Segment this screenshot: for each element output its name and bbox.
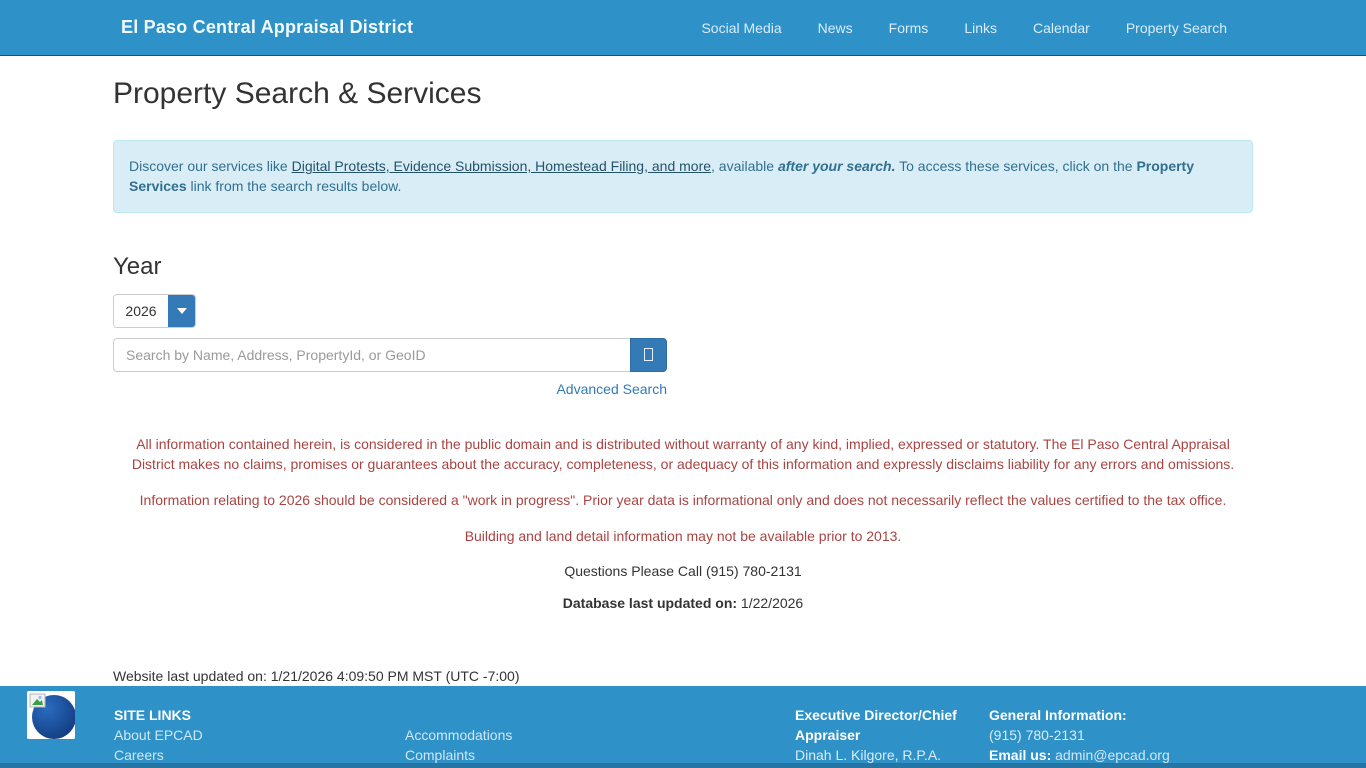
year-heading: Year [113, 252, 162, 280]
alert-mid-text: , available [711, 158, 778, 174]
alert-mid2-text: To access these services, click on the [895, 158, 1137, 174]
footer-site-links-column [114, 705, 203, 765]
nav-item-property-search[interactable]: Property Search [1125, 19, 1227, 36]
page-title: Property Search & Services [113, 77, 482, 110]
services-info-alert [113, 140, 1253, 213]
search-bar [113, 338, 667, 372]
alert-intro-text: Discover our services like [129, 158, 292, 174]
alert-bold-text: Property Services [129, 158, 1195, 195]
advanced-search-row [113, 381, 667, 397]
property-search-input[interactable] [113, 338, 630, 372]
footer-email-label: Email us: [989, 747, 1056, 763]
epcad-logo-graphic [27, 691, 75, 739]
nav-item-social-media[interactable]: Social Media [701, 19, 782, 36]
footer-director-column [795, 705, 967, 765]
search-icon [644, 348, 653, 361]
advanced-search-link[interactable]: Advanced Search [556, 380, 667, 397]
footer-link-about-epcad[interactable]: About EPCAD [114, 727, 203, 743]
footer [0, 686, 1366, 768]
footer-bottom-strip [0, 763, 1366, 768]
main-content [113, 77, 1253, 611]
disclaimer-work-in-progress: Information relating to 2026 should be considered a "work in progress". Prior year data is informational only and does not necessarily reflect the values certified to the tax office. [139, 492, 1227, 509]
disclaimer-prior-2013: Building and land detail information may not be available prior to 2013. [464, 528, 902, 545]
footer-director-name: Dinah L. Kilgore, R.P.A. [795, 747, 942, 763]
year-dropdown-button[interactable] [168, 295, 195, 327]
database-updated-value: 1/22/2026 [737, 594, 804, 611]
year-dropdown-value: 2026 [114, 295, 168, 327]
navbar-brand[interactable]: El Paso Central Appraisal District [121, 17, 414, 37]
year-dropdown[interactable] [113, 294, 196, 328]
footer-link-complaints[interactable]: Complaints [405, 747, 476, 763]
chevron-down-icon [177, 308, 187, 314]
nav-item-calendar[interactable]: Calendar [1033, 19, 1090, 36]
footer-phone: (915) 780-2131 [989, 727, 1085, 743]
footer-general-info-title: General Information: [989, 707, 1127, 723]
footer-links-column-2 [405, 725, 512, 765]
navbar-links [683, 10, 1245, 46]
top-navbar [0, 0, 1366, 56]
database-updated-label: Database last updated on: [562, 594, 738, 611]
nav-item-news[interactable]: News [817, 19, 853, 36]
disclaimer-block [113, 434, 1253, 611]
footer-general-info-column [989, 705, 1170, 765]
alert-emphasis-text: after your search. [777, 158, 896, 174]
database-updated-line [113, 595, 1253, 611]
footer-link-accommodations[interactable]: Accommodations [405, 727, 513, 743]
nav-item-forms[interactable]: Forms [888, 19, 929, 36]
website-updated-line: Website last updated on: 1/21/2026 4:09:50 PM MST (UTC -7:00) [113, 668, 520, 684]
search-button[interactable] [630, 338, 667, 372]
footer-link-careers[interactable]: Careers [114, 747, 164, 763]
footer-email-line [989, 745, 1170, 765]
epcad-logo[interactable] [27, 691, 75, 739]
alert-outro-text: link from the search results below. [186, 178, 402, 195]
disclaimer-public-domain: All information contained herein, is considered in the public domain and is distributed without warranty of any kind, implied, expressed or statutory. The El Paso Central Appraisal District makes no claims, promises or guarantees about the accuracy, completeness, or adequacy of this information and expressly disclaims liability for any errors and omissions. [131, 435, 1235, 472]
footer-director-title: Executive Director/Chief Appraiser [795, 707, 957, 743]
footer-email-link[interactable]: admin@epcad.org [1055, 747, 1170, 763]
nav-item-links[interactable]: Links [964, 19, 997, 36]
footer-site-links-title: SITE LINKS [114, 707, 192, 723]
services-link[interactable]: Digital Protests, Evidence Submission, Homestead Filing, and more [291, 158, 712, 174]
questions-phone-line: Questions Please Call (915) 780-2131 [564, 562, 802, 579]
